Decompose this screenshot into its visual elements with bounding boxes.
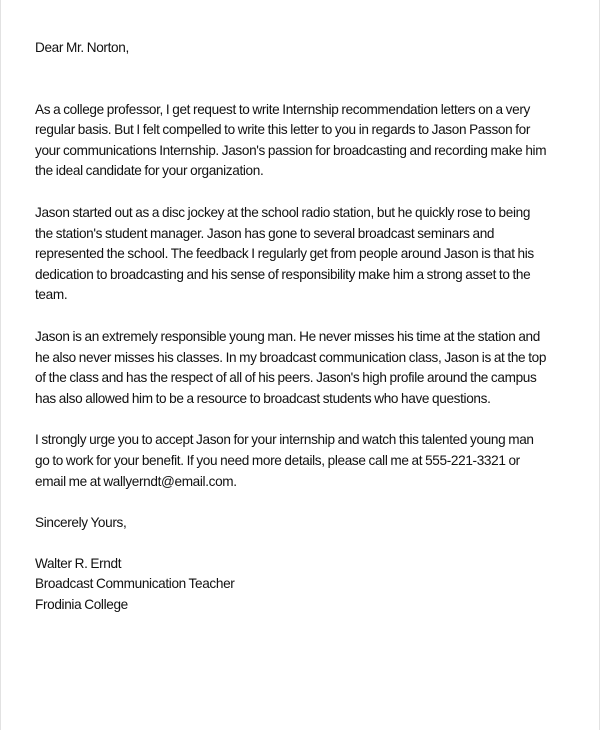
paragraph-line: Jason started out as a disc jockey at the school radio station, but he quickly rose to being [35, 204, 531, 220]
paragraph-line: the station's student manager. Jason has gone to several broadcast seminars and [35, 225, 495, 241]
paragraph-line: represented the school. The feedback I regularly get from people around Jason is that his [35, 246, 534, 262]
signer-name: Walter R. Erndt [35, 555, 122, 571]
paragraph-line: of the class and has the respect of all of his peers. Jason's high profile around the campus [35, 370, 537, 386]
letter-paragraph-2 [35, 203, 565, 306]
paragraph-line: regular basis. But I felt compelled to write this letter to you in regards to Jason Passon for [35, 122, 531, 138]
paragraph-line: email me at wallyerndt@email.com. [35, 473, 237, 489]
paragraph-line: As a college professor, I get request to write Internship recommendation letters on a very [35, 101, 530, 117]
signer-institution: Frodinia College [35, 596, 128, 612]
paragraph-line: go to work for your benefit. If you need more details, please call me at 555-221-3321 or [35, 452, 520, 468]
paragraph-line: Jason is an extremely responsible young man. He never misses his time at the station and [35, 328, 540, 344]
letter-paragraph-3 [35, 327, 565, 409]
letter-paragraph-4 [35, 430, 565, 492]
paragraph-line: dedication to broadcasting and his sense of responsibility make him a strong asset to the [35, 266, 531, 282]
letter-closing: Sincerely Yours, [35, 515, 127, 531]
letter-paragraph-1 [35, 100, 565, 182]
letter-signature-block [35, 554, 565, 616]
paragraph-line: has also allowed him to be a resource to broadcast students who have questions. [35, 390, 491, 406]
paragraph-line: your communications Internship. Jason's passion for broadcasting and recording make him [35, 142, 547, 158]
paragraph-line: team. [35, 287, 68, 303]
signer-title: Broadcast Communication Teacher [35, 576, 235, 592]
recommendation-letter [35, 38, 565, 615]
paragraph-line: the ideal candidate for your organization. [35, 163, 264, 179]
letter-salutation: Dear Mr. Norton, [35, 40, 129, 55]
paragraph-line: I strongly urge you to accept Jason for your internship and watch this talented young man [35, 432, 534, 448]
paragraph-line: he also never misses his classes. In my broadcast communication class, Jason is at the top [35, 349, 547, 365]
